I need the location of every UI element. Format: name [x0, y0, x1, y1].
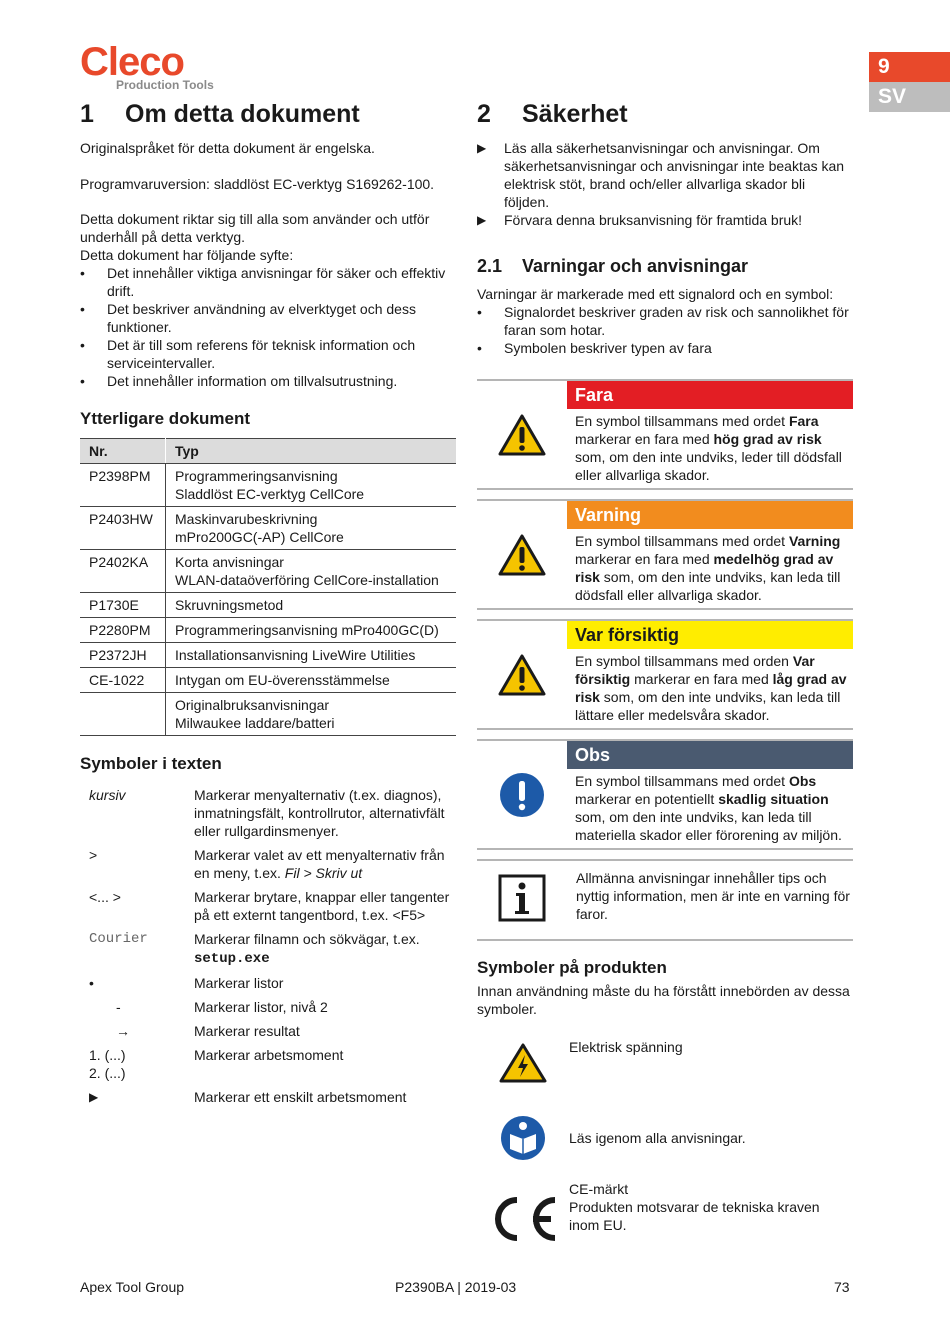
info-icon [477, 869, 567, 927]
symbol-row [80, 1022, 456, 1040]
symbol-desc [194, 846, 456, 882]
section-2-title: Säkerhet [522, 100, 628, 128]
symbol-key: kursiv [89, 787, 126, 803]
footer-company: Apex Tool Group [80, 1279, 185, 1295]
symbol-key [80, 1046, 194, 1082]
cell-typ-line: Originalbruksanvisningar [175, 697, 330, 713]
table-row [80, 618, 456, 643]
symbol-row [80, 786, 456, 840]
symbols-list [80, 786, 456, 1106]
warning-content [567, 741, 853, 848]
cell-typ [166, 507, 457, 550]
symbol-key: Courier [89, 931, 148, 947]
warning-content [567, 381, 853, 488]
section-1-title: Om detta dokument [125, 100, 360, 128]
warning-box-danger [477, 379, 853, 490]
warning-text-bold: Fara [788, 413, 819, 429]
list-item: • Det beskriver användning av elverktyget och dess funktioner. [80, 300, 456, 336]
left-column [80, 98, 456, 1112]
cell-typ-line: Milwaukee laddare/batteri [175, 715, 335, 731]
cell-typ: Programmeringsanvisning mPro400GC(D) [166, 618, 457, 643]
warning-text [567, 652, 853, 724]
table-row [80, 550, 456, 593]
cell-typ [166, 693, 457, 736]
warnings-intro: Varningar är markerade med ett signalord och en symbol: [477, 286, 834, 302]
ce-mark-title: CE-märkt [569, 1181, 629, 1197]
symbol-desc: Markerar resultat [194, 1023, 300, 1039]
list-item: • Signalordet beskriver graden av risk och sannolikhet för faran som hotar. [477, 303, 853, 339]
chapter-tab-language: SV [869, 82, 950, 112]
table-row [80, 507, 456, 550]
chapter-tab-number: 9 [869, 52, 950, 82]
cell-nr: P2403HW [80, 507, 166, 550]
right-column [477, 98, 853, 1244]
warning-triangle-icon [477, 501, 567, 608]
cell-nr: P2280PM [80, 618, 166, 643]
warning-text-part: som, om den inte undviks, kan leda till lättare eller medelsvåra skador. [575, 689, 841, 723]
table-row [80, 464, 456, 507]
cell-typ: Installationsanvisning LiveWire Utilities [166, 643, 457, 668]
read-manual-icon [477, 1114, 569, 1162]
warning-text-part: markerar en potentiellt [575, 791, 719, 807]
product-symbol-text [569, 1180, 853, 1234]
purpose-list [80, 264, 456, 390]
symbol-desc: Markerar listor, nivå 2 [194, 999, 328, 1015]
table-header-row [80, 439, 456, 464]
product-symbol-row [477, 1180, 853, 1244]
warning-text-part: En symbol tillsammans med ordet [575, 413, 789, 429]
warning-signal-word: Fara [567, 381, 853, 409]
exclamation-circle-icon [477, 741, 567, 848]
warnings-intro-list [477, 303, 853, 357]
symbol-row [80, 1088, 456, 1106]
table-row [80, 643, 456, 668]
ce-mark-icon [477, 1180, 569, 1244]
symbol-desc-text: Markerar valet av ett menyalternativ från en meny, t.ex. [194, 847, 445, 881]
warning-text-bold: låg grad av risk [575, 671, 847, 705]
table-row [80, 693, 456, 736]
warning-text-bold: Obs [788, 773, 817, 789]
paragraph-software-version: Programvaruversion: sladdlöst EC-verktyg S169262-100. [80, 176, 435, 192]
warning-text-part: som, om den inte undviks, kan leda till dödsfall eller allvarliga skador. [575, 569, 841, 603]
action-item: ▶ Läs alla säkerhetsanvisningar och anvisningar. Om säkerhetsanvisningar och anvisningar inte beaktas kan elektrisk stöt, brand och/eller allvarliga skador bli följden. [477, 139, 853, 211]
section-2-1-title: Varningar och anvisningar [522, 256, 749, 276]
paragraph-audience: Detta dokument riktar sig till alla som använder och utför underhåll på detta verktyg. [80, 211, 430, 245]
cell-typ [166, 550, 457, 593]
warning-text-part: som, om den inte undviks, kan leda till materiella skador eller förorening av miljön. [575, 809, 842, 843]
paragraph-original-language: Originalspråket för detta dokument är engelska. [80, 140, 375, 156]
product-symbols-heading: Symboler på produkten [477, 958, 667, 977]
symbol-key: - [116, 999, 121, 1015]
cell-typ-line: WLAN-dataöverföring CellCore-installation [175, 572, 439, 588]
section-2-1-heading [477, 255, 853, 277]
symbol-desc: Markerar brytare, knappar eller tangenter på ett externt tangentbord, t.ex. <F5> [194, 889, 450, 923]
symbol-key: > [89, 847, 98, 863]
brand-name: Cleco [80, 40, 184, 84]
product-symbols-intro: Innan användning måste du ha förstått innebörden av dessa symboler. [477, 983, 850, 1017]
warning-triangle-icon [477, 621, 567, 728]
symbol-row [80, 930, 456, 968]
symbol-key: • [89, 975, 94, 991]
action-item: ▶ Förvara denna bruksanvisning för framtida bruk! [477, 211, 853, 229]
warning-triangle-icon [477, 381, 567, 488]
symbol-row [80, 974, 456, 992]
warning-text-part: En symbol tillsammans med ordet [575, 533, 789, 549]
warning-signal-word: Var försiktig [567, 621, 853, 649]
brand-sub: Production Tools [116, 78, 214, 92]
cell-nr: CE-1022 [80, 668, 166, 693]
cell-nr: P2402KA [80, 550, 166, 593]
symbol-desc: Markerar ett enskilt arbetsmoment [194, 1089, 407, 1105]
info-text: Allmänna anvisningar innehåller tips och nyttig information, men är inte en varning för faror. [576, 870, 850, 922]
warning-text-part: som, om den inte undviks, leder till dödsfall eller allvarliga skador. [575, 449, 842, 483]
safety-action-list [477, 139, 853, 229]
list-item: • Det innehåller viktiga anvisningar för säker och effektiv drift. [80, 264, 456, 300]
cell-nr: P2398PM [80, 464, 166, 507]
list-item: • Det innehåller information om tillvalsutrustning. [80, 372, 456, 390]
warning-content [567, 621, 853, 728]
warning-text-bold: skadlig situation [718, 791, 829, 807]
warning-text [567, 412, 853, 484]
table-header-typ: Typ [166, 439, 457, 464]
cell-typ-line: mPro200GC(-AP) CellCore [175, 529, 344, 545]
warning-text [567, 532, 853, 604]
warning-box-notice [477, 739, 853, 850]
section-2-number: 2 [477, 100, 491, 128]
brand-logo [80, 42, 214, 92]
table-header-nr: Nr. [80, 439, 166, 464]
symbol-row [80, 846, 456, 882]
cell-typ-line: Sladdlöst EC-verktyg CellCore [175, 486, 365, 502]
symbol-desc-text: Markerar filnamn och sökvägar, t.ex. [194, 931, 420, 947]
symbol-row [80, 1046, 456, 1082]
cell-typ-line: Maskinvarubeskrivning [175, 511, 318, 527]
warning-signal-word: Varning [567, 501, 853, 529]
symbol-key: ▶ [89, 1090, 99, 1104]
cell-nr: P2372JH [80, 643, 166, 668]
product-symbol-text: Läs igenom alla anvisningar. [569, 1130, 746, 1146]
paragraph-purpose: Detta dokument har följande syfte: [80, 247, 294, 263]
warning-text-bold: Var försiktig [575, 653, 815, 687]
symbol-row [80, 888, 456, 924]
cell-typ: Intygan om EU-överensstämmelse [166, 668, 457, 693]
warning-text-bold: medelhög grad av risk [575, 551, 834, 585]
warning-text-part: markerar en fara med [575, 551, 714, 567]
symbol-key: → [116, 1023, 130, 1039]
symbol-desc [194, 930, 456, 968]
warning-text-part: En symbol tillsammans med ordet [575, 773, 789, 789]
docs-table [80, 438, 456, 736]
warning-text-part: En symbol tillsammans med orden [575, 653, 793, 669]
electric-voltage-icon [477, 1038, 569, 1084]
cell-typ-line: Programmeringsanvisning [175, 468, 338, 484]
cell-nr [80, 693, 166, 736]
symbol-desc: Markerar arbetsmoment [194, 1047, 344, 1063]
product-symbol-text: Elektrisk spänning [569, 1039, 683, 1055]
list-item: • Symbolen beskriver typen av fara [477, 339, 853, 357]
warning-content [567, 501, 853, 608]
product-symbol-row [477, 1038, 853, 1084]
cell-typ: Skruvningsmetod [166, 593, 457, 618]
symbols-heading: Symboler i texten [80, 754, 222, 773]
info-box [477, 859, 853, 941]
symbol-key-line: 2. (...) [89, 1065, 126, 1081]
docs-heading: Ytterligare dokument [80, 409, 251, 428]
section-2-heading [477, 98, 853, 130]
symbol-desc-example: setup.exe [194, 951, 270, 967]
warning-box-caution [477, 619, 853, 730]
symbol-key-line: 1. (...) [89, 1047, 126, 1063]
ce-mark-desc: Produkten motsvarar de tekniska kraven inom EU. [569, 1199, 820, 1233]
warning-text-part: markerar en fara med [630, 671, 773, 687]
symbol-desc-example: Fil > Skriv ut [284, 865, 363, 881]
section-1-heading [80, 98, 456, 130]
cell-nr: P1730E [80, 593, 166, 618]
warning-text-part: markerar en fara med [575, 431, 714, 447]
warning-text-bold: hög grad av risk [713, 431, 822, 447]
warning-text-bold: Varning [788, 533, 841, 549]
symbol-desc: Markerar menyalternativ (t.ex. diagnos), inmatningsfält, kontrollrutor, alternativfält eller rullgardinsmenyer. [194, 787, 445, 839]
warning-text [567, 772, 853, 844]
symbol-row [80, 998, 456, 1016]
footer-doc-id: P2390BA | 2019-03 [395, 1279, 517, 1295]
warning-signal-word: Obs [567, 741, 853, 769]
list-item: • Det är till som referens för teknisk information och serviceintervaller. [80, 336, 456, 372]
footer-page-number: 73 [834, 1279, 850, 1295]
symbol-key: <... > [89, 889, 121, 905]
product-symbol-row [477, 1114, 853, 1162]
table-row [80, 593, 456, 618]
cell-typ-line: Korta anvisningar [175, 554, 284, 570]
warning-box-warning [477, 499, 853, 610]
section-1-number: 1 [80, 100, 94, 128]
cell-typ [166, 464, 457, 507]
table-row [80, 668, 456, 693]
section-2-1-number: 2.1 [477, 256, 503, 276]
symbol-desc: Markerar listor [194, 975, 284, 991]
